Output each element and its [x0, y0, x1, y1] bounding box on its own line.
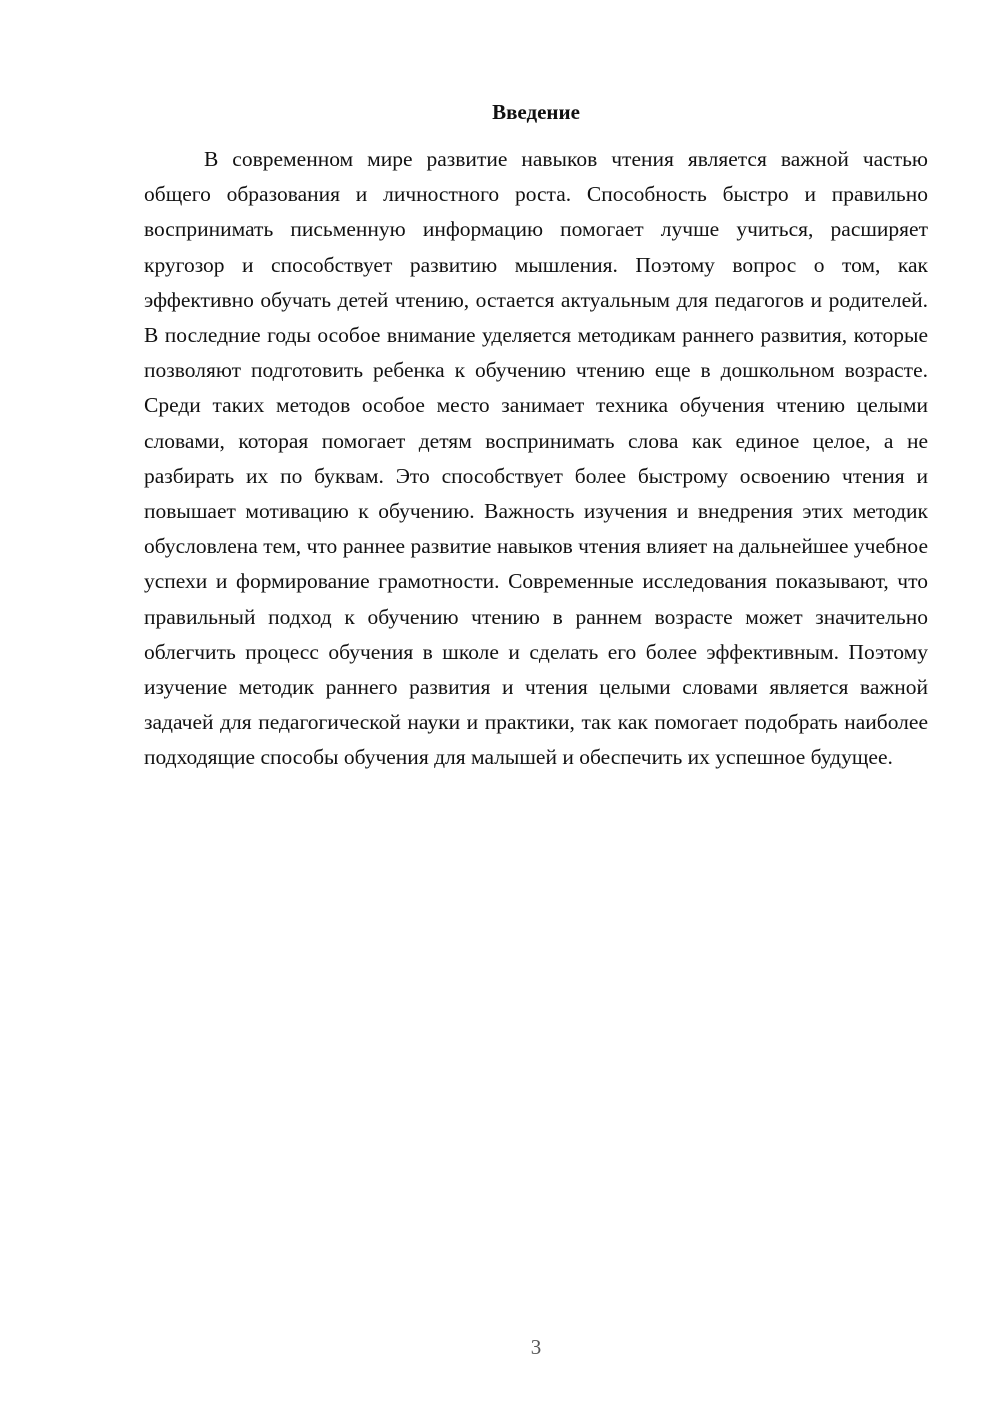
page-number: 3: [530, 1335, 542, 1359]
section-title: Введение: [492, 100, 580, 124]
body-paragraph: В современном мире развитие навыков чтения является важной частью общего образования и личностного роста. Способность быстро и правильно воспринимать письменную информацию помогает лучше учиться, расширяет кругозор и способствует развитию мышления. Поэтому вопрос о том, как эффективно обучать детей чтению, остается актуальным для педагогов и родителей. В последние годы особое внимание уделяется методикам раннего развития, которые позволяют подготовить ребенка к обучению чтению еще в дошкольном возрасте. Среди таких методов особое место занимает техника обучения чтению целыми словами, которая помогает детям воспринимать слова как единое целое, а не разбирать их по буквам. Это способствует более быстрому освоению чтения и повышает мотивацию к обучению. Важность изучения и внедрения этих методик обусловлена тем, что раннее развитие навыков чтения влияет на дальнейшее учебное успехи и формирование грамотности. Современные исследования показывают, что правильный подход к обучению чтению в раннем возрасте может значительно облегчить процесс обучения в школе и сделать его более эффективным. Поэтому изучение методик раннего развития и чтения целыми словами является важной задачей для педагогической науки и практики, так как помогает подобрать наиболее подходящие способы обучения для малышей и обеспечить их успешное будущее.: [144, 147, 928, 770]
